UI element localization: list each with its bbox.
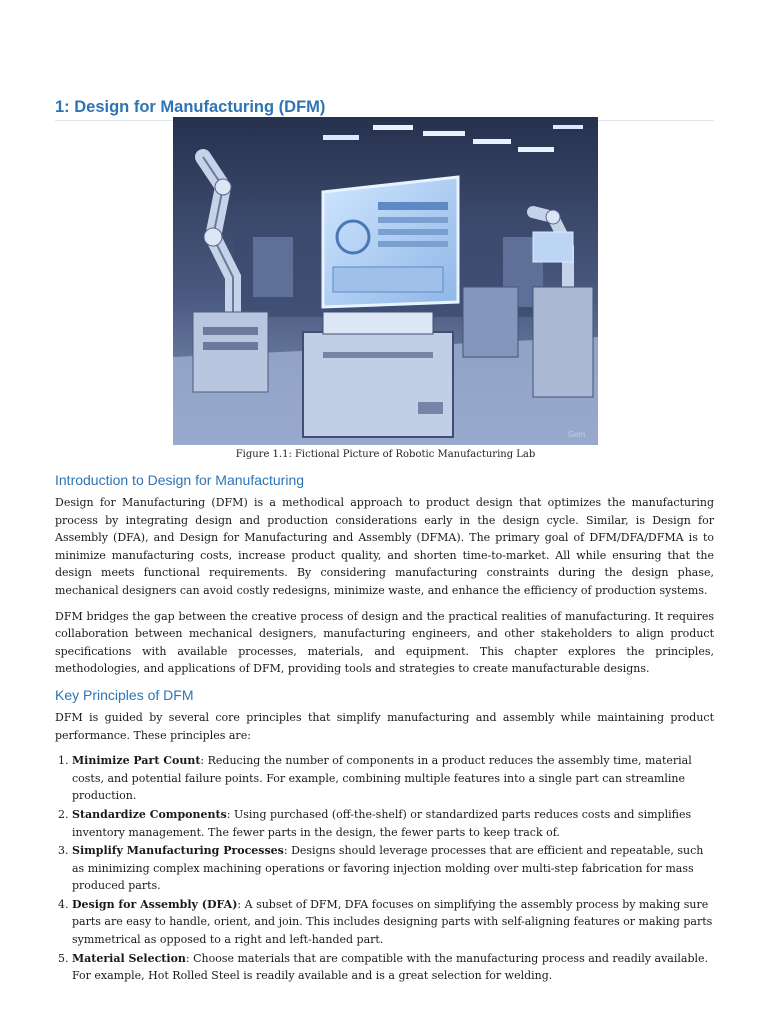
watermark: Gem bbox=[568, 430, 586, 439]
list-item-text: : A subset of DFM, DFA focuses on simplifying the assembly process by making sure parts are easy to handle, orient, and join. This includes designing parts with self-aligning features or making parts symmetrical as opposed to a right and left-handed part. bbox=[72, 897, 713, 947]
list-item bbox=[72, 806, 714, 841]
list-item bbox=[72, 842, 714, 895]
intro-paragraph-2: DFM bridges the gap between the creative process of design and the practical realities of manufacturing. It requires collaboration between mechanical designers, manufacturing engineers, and other stakeholders to align product specifications with available processes, materials, and equipment. This chapter explores the principles, methodologies, and applications of DFM, providing tools and strategies to create manufacturable designs. bbox=[55, 609, 714, 676]
principles-list bbox=[55, 752, 714, 985]
list-item-text: : Choose materials that are compatible with the manufacturing process and readily available. For example, Hot Rolled Steel is readily available and is a great selection for welding. bbox=[72, 951, 709, 983]
list-item-term: Material Selection bbox=[72, 951, 186, 965]
chapter-title: 1: Design for Manufacturing (DFM) bbox=[55, 96, 714, 121]
list-item-text: : Designs should leverage processes that are efficient and repeatable, such as minimizing complex machining operations or favoring injection molding over multi-step fabrication for mass produced parts. bbox=[72, 844, 704, 893]
figure-caption: Figure 1.1: Fictional Picture of Robotic Manufacturing Lab bbox=[235, 449, 536, 460]
list-item bbox=[72, 752, 714, 805]
list-item-term: Design for Assembly (DFA) bbox=[72, 897, 238, 911]
list-item-term: Minimize Part Count bbox=[72, 754, 201, 768]
principles-lead: DFM is guided by several core principles that simplify manufacturing and assembly while maintaining product performance. These principles are: bbox=[55, 710, 714, 742]
list-item bbox=[72, 950, 714, 985]
robotic-lab-illustration bbox=[173, 117, 598, 445]
section-heading-intro: Introduction to Design for Manufacturing bbox=[55, 472, 305, 488]
figure bbox=[173, 117, 598, 461]
list-item bbox=[72, 896, 714, 949]
list-item-text: : Using purchased (off-the-shelf) or standardized parts reduces costs and simplifies inventory management. The fewer parts in the design, the fewer parts to keep track of. bbox=[72, 807, 692, 839]
section-heading-principles: Key Principles of DFM bbox=[55, 686, 194, 703]
list-item-term: Simplify Manufacturing Processes bbox=[72, 844, 284, 858]
intro-paragraph-1: Design for Manufacturing (DFM) is a methodical approach to product design that optimizes the manufacturing process by integrating design and production considerations early in the design cycle. Similar, is Design for Assembly (DFA), and Design for Manufacturing and Assembly (DFMA). The primary goal of DFM/DFA/DFMA is to minimize manufacturing costs, increase product quality, and shorten time-to-market. All while ensuring that the design meets functional requirements. By considering manufacturing constraints during the design phase, mechanical designers can avoid costly redesigns, minimize waste, and enhance the efficiency of production systems. bbox=[55, 496, 714, 597]
document-page bbox=[55, 96, 714, 983]
list-item-text: : Reducing the number of components in a product reduces the assembly time, material costs, and potential failure points. For example, combining multiple features into a single part can streamline production. bbox=[72, 754, 692, 803]
list-item-term: Standardize Components bbox=[72, 807, 227, 821]
body-content bbox=[55, 471, 714, 986]
